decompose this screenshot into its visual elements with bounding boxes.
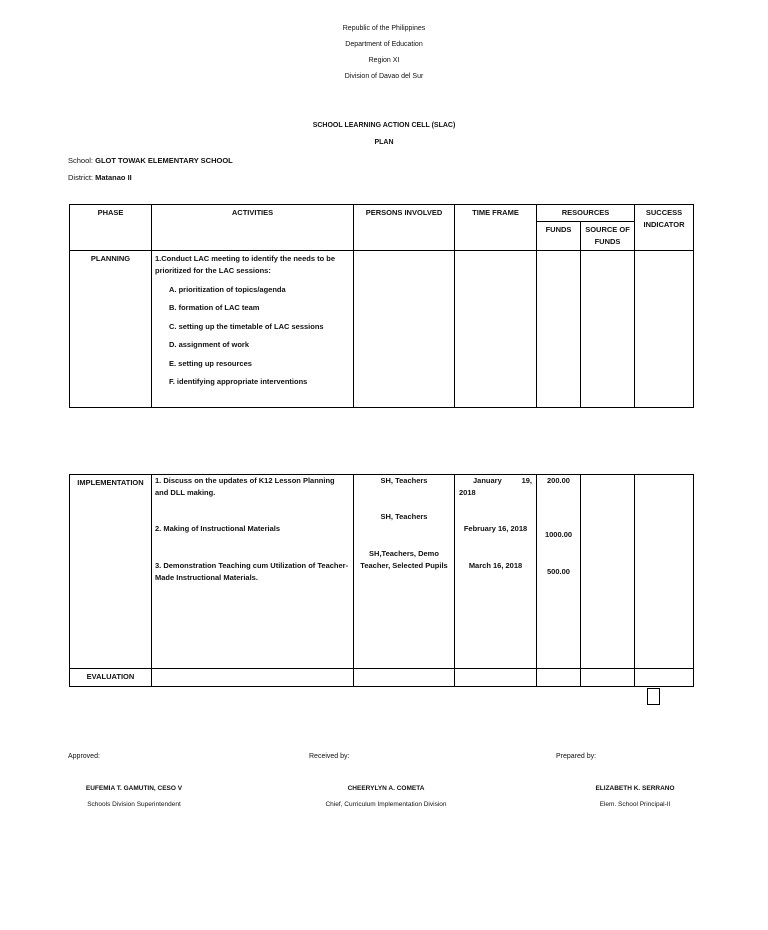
implementation-persons-cell <box>354 475 455 669</box>
header-region: Region XI <box>368 57 400 64</box>
header-source-of-funds: SOURCE OF FUNDS <box>581 222 635 251</box>
planning-time-cell <box>455 251 537 408</box>
header-resources: RESOURCES <box>537 205 635 222</box>
district-value: Matanao II <box>95 173 132 182</box>
evaluation-time-cell <box>455 669 537 687</box>
planning-source-cell <box>581 251 635 408</box>
planning-table <box>69 204 694 408</box>
implementation-activity: 2. Making of Instructional Materials <box>155 524 281 533</box>
evaluation-activities-cell <box>152 669 354 687</box>
header-persons: PERSONS INVOLVED <box>354 205 455 251</box>
implementation-time: February 16, 2018 <box>463 524 528 533</box>
received-label: Received by: <box>309 753 350 760</box>
evaluation-persons-cell <box>354 669 455 687</box>
district-label: District: <box>68 173 93 182</box>
planning-funds-cell <box>537 251 581 408</box>
planning-item: C. setting up the timetable of LAC sessions <box>169 321 324 331</box>
time-month: January <box>473 476 502 485</box>
header-phase: PHASE <box>70 205 152 251</box>
district-line <box>68 173 132 182</box>
header-department: Department of Education <box>345 41 423 48</box>
approved-title: Schools Division Superintendent <box>87 801 181 808</box>
phase-evaluation: EVALUATION <box>70 669 152 687</box>
document-subtitle: PLAN <box>374 139 394 146</box>
header-division: Division of Davao del Sur <box>344 73 424 80</box>
implementation-source-cell <box>581 475 635 669</box>
header-activities: ACTIVITIES <box>152 205 354 251</box>
planning-item: A. prioritization of topics/agenda <box>169 284 286 294</box>
implementation-time-first <box>459 475 532 499</box>
planning-persons-cell <box>354 251 455 408</box>
approved-name: EUFEMIA T. GAMUTIN, CESO V <box>85 785 183 792</box>
planning-activities-cell <box>152 251 354 408</box>
implementation-persons: SH, Teachers <box>380 476 428 485</box>
implementation-funds-cell <box>537 475 581 669</box>
header-success-indicator: SUCCESS INDICATOR <box>635 205 694 251</box>
phase-implementation: IMPLEMENTATION <box>70 475 152 669</box>
header-funds: FUNDS <box>537 222 581 251</box>
header-time-frame: TIME FRAME <box>455 205 537 251</box>
prepared-name: ELIZABETH K. SERRANO <box>595 785 675 792</box>
implementation-fund: 500.00 <box>547 567 570 576</box>
prepared-title: Elem. School Principal-II <box>599 801 671 808</box>
received-title: Chief, Curriculum Implementation Division <box>325 801 447 808</box>
evaluation-source-cell <box>581 669 635 687</box>
planning-success-cell <box>635 251 694 408</box>
header-republic: Republic of the Philippines <box>342 25 426 32</box>
evaluation-funds-cell <box>537 669 581 687</box>
implementation-activity: 1. Discuss on the updates of K12 Lesson Planning and DLL making. <box>155 476 335 497</box>
school-label: School: <box>68 156 94 165</box>
evaluation-success-cell <box>635 669 694 687</box>
phase-planning: PLANNING <box>70 251 152 408</box>
document-title: SCHOOL LEARNING ACTION CELL (SLAC) <box>312 122 456 129</box>
empty-checkbox <box>647 688 660 705</box>
approved-label: Approved: <box>68 753 100 760</box>
implementation-activities-cell <box>152 475 354 669</box>
planning-intro: 1.Conduct LAC meeting to identify the needs to be prioritized for the LAC sessions: <box>155 254 336 275</box>
implementation-time-cell <box>455 475 537 669</box>
time-year: 2018 <box>459 488 476 497</box>
implementation-persons: SH,Teachers, Demo Teacher, Selected Pupils <box>360 549 448 570</box>
implementation-success-cell <box>635 475 694 669</box>
time-day: 19, <box>521 476 532 485</box>
implementation-time: March 16, 2018 <box>468 561 523 570</box>
prepared-label: Prepared by: <box>556 753 597 760</box>
implementation-fund: 200.00 <box>547 476 570 485</box>
planning-item: F. identifying appropriate interventions <box>169 377 308 386</box>
implementation-persons: SH, Teachers <box>380 512 428 521</box>
implementation-activity: 3. Demonstration Teaching cum Utilization of Teacher-Made Instructional Materials. <box>155 561 349 582</box>
implementation-fund: 1000.00 <box>544 530 573 539</box>
school-line <box>68 156 233 165</box>
implementation-table <box>69 474 694 687</box>
planning-item: D. assignment of work <box>169 340 250 349</box>
received-name: CHEERYLYN A. COMETA <box>347 785 425 792</box>
planning-item: B. formation of LAC team <box>169 303 260 312</box>
school-value: GLOT TOWAK ELEMENTARY SCHOOL <box>95 156 233 165</box>
planning-item: E. setting up resources <box>169 358 252 368</box>
